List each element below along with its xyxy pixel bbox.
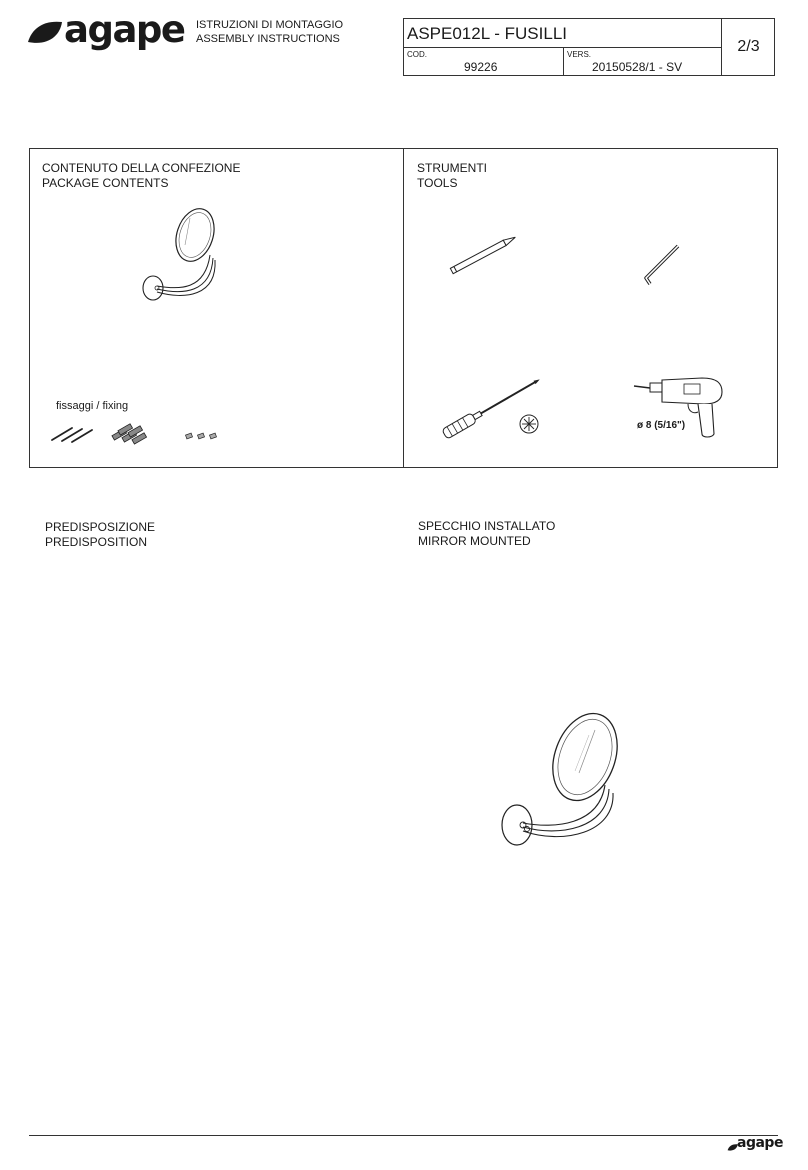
mirror-illustration <box>135 200 245 310</box>
brand-wordmark: agape <box>64 8 185 51</box>
version-value: 20150528/1 - SV <box>592 60 683 74</box>
doc-type-en: ASSEMBLY INSTRUCTIONS <box>196 33 340 45</box>
phillips-bit-icon <box>517 412 541 436</box>
package-contents-heading <box>42 161 240 191</box>
drill-size-label: ø 8 (5/16") <box>637 420 686 431</box>
drill-icon <box>632 372 728 444</box>
footer-rule <box>29 1135 778 1136</box>
code-cell <box>404 48 564 76</box>
product-title: ASPE012L - FUSILLI <box>404 19 722 48</box>
mounted-mirror-illustration <box>495 705 645 855</box>
fixing-screws-icon <box>48 420 228 446</box>
page-number: 2/3 <box>737 38 760 55</box>
doc-type <box>196 18 343 46</box>
pencil-icon <box>444 230 524 280</box>
allen-key-icon <box>636 242 684 288</box>
predisposition-heading <box>45 520 155 550</box>
tools-title-it: STRUMENTI <box>417 161 487 175</box>
mounted-title-it: SPECCHIO INSTALLATO <box>418 519 556 533</box>
version-label: VERS. <box>567 50 592 59</box>
brand-logo <box>26 8 185 54</box>
predisposition-title-en: PREDISPOSITION <box>45 535 148 549</box>
code-label: COD. <box>407 50 427 59</box>
package-title-it: CONTENUTO DELLA CONFEZIONE <box>42 161 241 175</box>
doc-type-it: ISTRUZIONI DI MONTAGGIO <box>196 19 344 31</box>
predisposition-title-it: PREDISPOSIZIONE <box>45 520 156 534</box>
code-value: 99226 <box>464 60 498 74</box>
version-cell <box>564 48 722 76</box>
tools-heading <box>417 161 487 191</box>
mounted-heading <box>418 519 555 549</box>
title-block <box>403 18 775 76</box>
package-title-en: PACKAGE CONTENTS <box>42 176 169 190</box>
mounted-title-en: MIRROR MOUNTED <box>418 534 531 548</box>
footer-logo <box>727 1135 783 1155</box>
frame-divider <box>403 148 404 468</box>
tools-title-en: TOOLS <box>417 176 458 190</box>
leaf-icon <box>26 14 66 48</box>
footer-wordmark: agape <box>737 1135 783 1151</box>
fixing-label: fissaggi / fixing <box>56 400 129 412</box>
